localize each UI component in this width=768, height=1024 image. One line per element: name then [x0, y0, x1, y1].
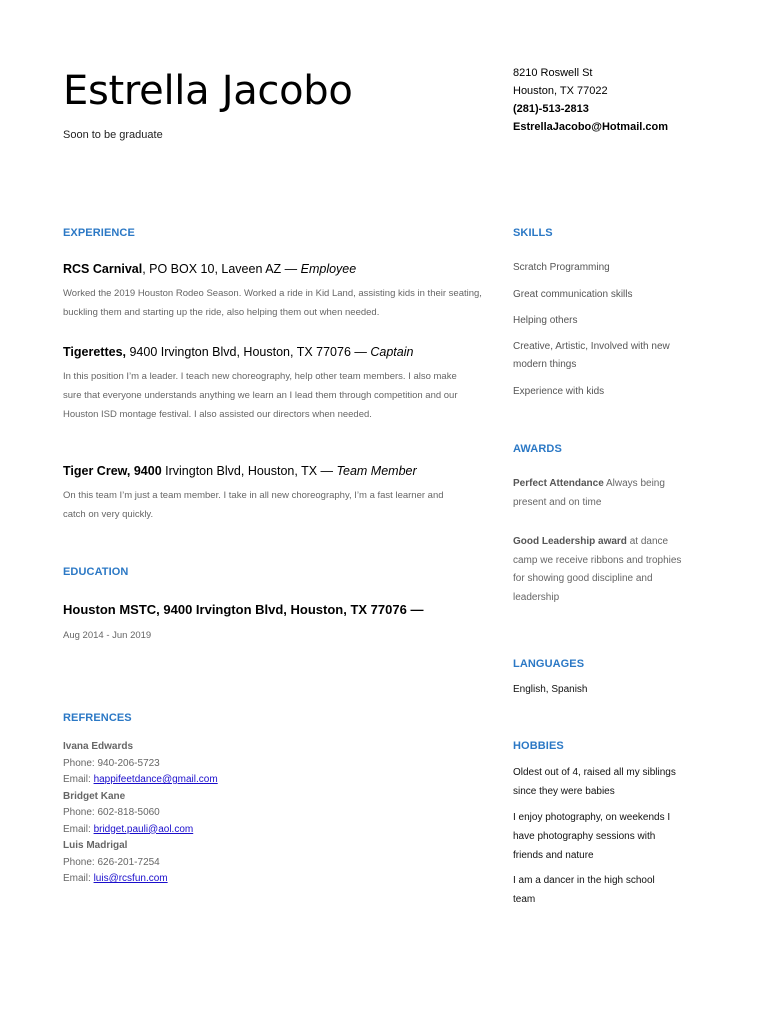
job-role: Employee [300, 262, 357, 276]
job-desc-2: In this position I’m a leader. I teach new choreography, help other team members. I also make sure that everyone understands anything we learn an I lead them through competition and our Houston ISD montage festival. I also assisted our directors when needed. [63, 371, 458, 420]
skill-item: Great communication skills [513, 289, 633, 300]
award-item [513, 533, 683, 607]
skill-item: Creative, Artistic, Involved with new modern things [513, 341, 670, 370]
awards-heading: AWARDS [513, 443, 562, 455]
reference-email-row [63, 822, 218, 839]
hobby-item: I am a dancer in the high school team [513, 875, 655, 905]
reference-email-label: Email: [63, 823, 94, 835]
reference-email-link[interactable]: happifeetdance@gmail.com [93, 774, 218, 785]
reference-name: Luis Madrigal [63, 840, 128, 851]
reference-email-link[interactable]: bridget.pauli@aol.com [93, 823, 194, 835]
education-heading: EDUCATION [63, 566, 129, 578]
languages-text: English, Spanish [513, 684, 588, 695]
reference-phone: Phone: 626-201-7254 [63, 856, 160, 868]
reference-email-label: Email: [63, 774, 94, 785]
award-text: Always being present and on time [513, 478, 665, 508]
contact-city: Houston, TX 77022 [513, 85, 608, 97]
references-list [63, 739, 218, 888]
skill-item: Scratch Programming [513, 262, 610, 273]
reference-email-link[interactable]: luis@rcsfun.com [93, 873, 168, 884]
job-title-1 [63, 262, 356, 276]
job-role: Captain [370, 345, 414, 359]
job-org: RCS Carnival [63, 262, 143, 276]
job-desc-3: On this team I’m just a team member. I take in all new choreography, I’m a fast learner and catch on very quickly. [63, 490, 444, 520]
reference-name: Bridget Kane [63, 790, 126, 802]
job-desc-1: Worked the 2019 Houston Rodeo Season. Worked a ride in Kid Land, assisting kids in their seating, buckling them and starting up the ride, also helping them out when needed. [63, 288, 482, 318]
reference-email-row [63, 871, 218, 888]
job-title-3 [63, 464, 417, 478]
hobby-item: I enjoy photography, on weekends I have photography sessions with friends and nature [513, 812, 671, 861]
contact-phone: (281)-513-2813 [513, 103, 589, 115]
award-item [513, 475, 683, 512]
award-text: at dance camp we receive ribbons and trophies for showing good discipline and leadership [513, 536, 682, 603]
job-org: Tigerettes, [63, 345, 126, 359]
languages-heading: LANGUAGES [513, 658, 585, 670]
award-title: Perfect Attendance [513, 478, 604, 489]
job-address: Irvington Blvd, Houston, TX — [161, 464, 337, 478]
experience-heading: EXPERIENCE [63, 227, 135, 239]
education-title [63, 602, 423, 617]
resume-name: Estrella Jacobo [63, 68, 353, 114]
contact-street: 8210 Roswell St [513, 67, 593, 79]
job-title-2 [63, 345, 413, 359]
reference-phone: Phone: 602-818-5060 [63, 807, 160, 818]
contact-block [513, 64, 668, 136]
references-heading: REFRENCES [63, 712, 132, 724]
job-address: , PO BOX 10, Laveen AZ — [142, 262, 301, 276]
skills-heading: SKILLS [513, 227, 553, 239]
contact-email: EstrellaJacobo@Hotmail.com [513, 121, 668, 133]
skill-item: Helping others [513, 315, 578, 326]
job-address: 9400 Irvington Blvd, Houston, TX 77076 — [126, 345, 371, 359]
reference-email-row [63, 772, 218, 789]
award-title: Good Leadership award [513, 536, 627, 547]
hobbies-heading: HOBBIES [513, 740, 564, 752]
reference-phone: Phone: 940-206-5723 [63, 757, 160, 769]
skill-item: Experience with kids [513, 386, 605, 397]
education-address: , 9400 Irvington Blvd, Houston, TX 77076 — [156, 602, 424, 617]
education-school: Houston MSTC [63, 602, 157, 617]
reference-name: Ivana Edwards [63, 741, 134, 752]
reference-email-label: Email: [63, 873, 94, 884]
hobby-item: Oldest out of 4, raised all my siblings since they were babies [513, 767, 676, 797]
resume-tagline: Soon to be graduate [63, 129, 163, 141]
job-role: Team Member [336, 464, 417, 478]
education-dates: Aug 2014 - Jun 2019 [63, 630, 152, 641]
job-org: Tiger Crew, 9400 [63, 464, 162, 478]
